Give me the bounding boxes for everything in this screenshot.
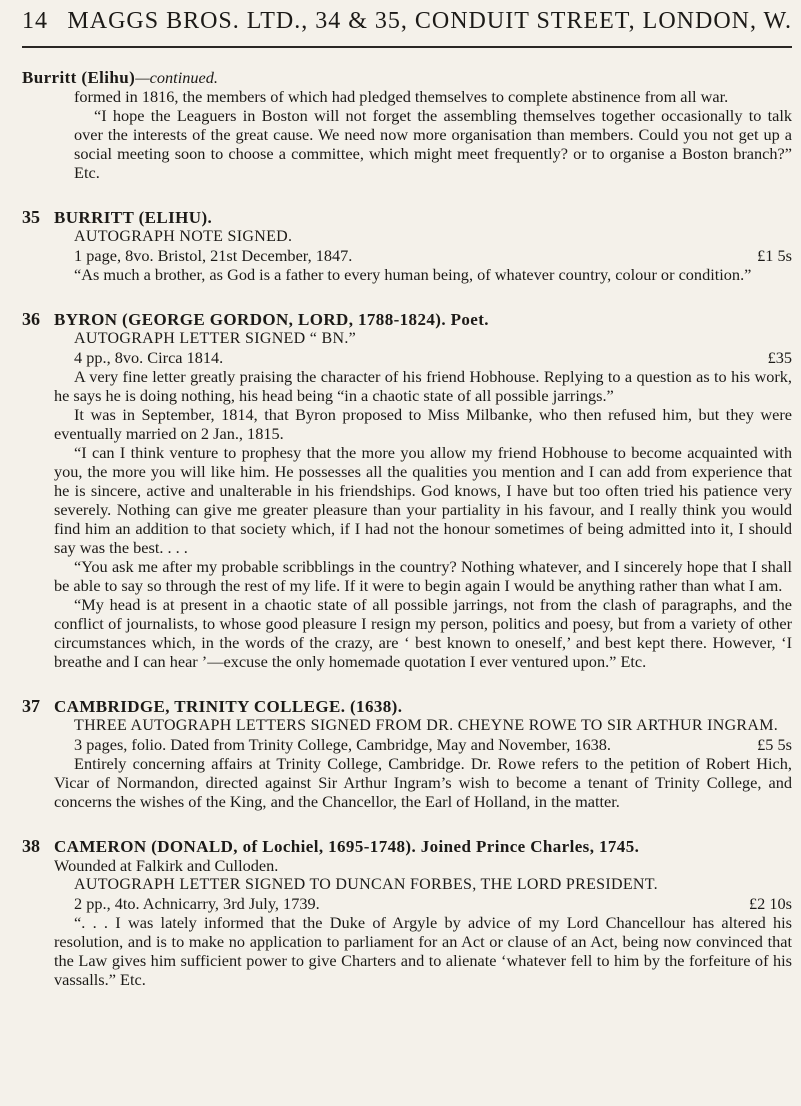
- entry-heading: CAMBRIDGE, TRINITY COLLEGE. (1638).: [54, 697, 403, 716]
- continued-label: —continued.: [135, 68, 218, 87]
- entry-paragraph: “My head is at present in a chaotic state of all possible jarrings, not from the clash of paragraphs, and the conflict of journalists, to whose good pleasure I resign my person, politics and poesy, but from a variety of other circumstances which, in the words of the crazy, are ‘ best known to oneself,’ and best kept there. However, ‘I breathe and I can hear ’—excuse the only homemade quotation I ever ventured upon.” Etc.: [54, 595, 792, 671]
- entry-heading: BYRON (GEORGE GORDON, LORD, 1788-1824). Poet.: [54, 310, 489, 329]
- lot-number: 35: [22, 207, 40, 227]
- catalogue-entry-burritt-continued: [22, 68, 792, 182]
- lot-number: 36: [22, 309, 40, 329]
- entry-paragraph: formed in 1816, the members of which had pledged themselves to complete abstinence from all war.: [74, 87, 729, 106]
- publisher-header: MAGGS BROS. LTD., 34 & 35, CONDUIT STREET, LONDON, W.: [67, 8, 792, 34]
- lot-number: 38: [22, 836, 40, 856]
- entry-subline: Wounded at Falkirk and Culloden.: [54, 856, 279, 875]
- running-head: [22, 8, 792, 35]
- item-spec: 3 pages, folio. Dated from Trinity College, Cambridge, May and November, 1638.: [74, 735, 611, 754]
- entry-paragraph: “I can I think venture to prophesy that the more you allow my friend Hobhouse to become acquainted with you, the more you will like him. He possesses all the qualities you mention and I can add from experience that he is sincere, active and unalterable in his friendships. God knows, I have but too often tried his patience very severely. Nothing can give me greater pleasure than your partiality in his favour, and I really think you would find him an addition to that society which, if I had not the honour sometimes of being admitted into it, I should say was the best. . . .: [54, 443, 792, 557]
- item-spec-line: [74, 735, 792, 754]
- item-price: £1 5s: [757, 246, 792, 265]
- header-rule: [22, 46, 792, 48]
- entry-paragraph: “I hope the Leaguers in Boston will not forget the assembling themselves together occasionally to talk over the interests of the great cause. We need now more organisation than members. Could you not get up a social meeting soon to choose a committee, which might meet frequently? or to organise a Boston branch?” Etc.: [74, 106, 792, 182]
- entry-paragraph: Entirely concerning affairs at Trinity College, Cambridge. Dr. Rowe refers to the petition of Robert Hich, Vicar of Normandon, directed against Sir Arthur Ingram’s wish to become a tenant of Trinity College, and concerns the wishes of the King, and the Chancellor, the Earl of Holland, in the matter.: [54, 754, 792, 811]
- item-spec: 1 page, 8vo. Bristol, 21st December, 1847.: [74, 246, 353, 265]
- entry-paragraph: It was in September, 1814, that Byron proposed to Miss Milbanke, who then refused him, but they were eventually married on 2 Jan., 1815.: [54, 405, 792, 443]
- item-price: £35: [767, 348, 792, 367]
- item-spec: 4 pp., 8vo. Circa 1814.: [74, 348, 224, 367]
- item-spec-line: [74, 246, 792, 265]
- page-number: 14: [22, 8, 48, 34]
- entry-paragraph: A very fine letter greatly praising the character of his friend Hobhouse. Replying to a question as to his work, he says he is doing nothing, his head being “in a chaotic state of all possible jarrings.”: [54, 367, 792, 405]
- item-spec-line: [74, 894, 792, 913]
- entry-paragraph: “As much a brother, as God is a father to every human being, of whatever country, colour or condition.”: [74, 265, 752, 284]
- item-price: £2 10s: [749, 894, 792, 913]
- item-spec-line: [74, 348, 792, 367]
- catalogue-entry-35: [22, 208, 792, 284]
- entry-heading: Burritt (Elihu): [22, 68, 136, 87]
- item-title: AUTOGRAPH LETTER SIGNED TO DUNCAN FORBES, THE LORD PRESIDENT.: [74, 876, 658, 893]
- item-title: AUTOGRAPH NOTE SIGNED.: [74, 228, 293, 245]
- entry-heading: BURRITT (ELIHU).: [54, 208, 213, 227]
- item-price: £5 5s: [757, 735, 792, 754]
- catalogue-entry-36: [22, 310, 792, 671]
- entry-paragraph: “You ask me after my probable scribblings in the country? Nothing whatever, and I sincerely hope that I shall be able to say so through the rest of my life. If it were to begin again I would be anything rather than what I am.: [54, 557, 792, 595]
- catalogue-entry-38: [22, 837, 792, 989]
- item-title: AUTOGRAPH LETTER SIGNED “ BN.”: [74, 330, 357, 347]
- item-spec: 2 pp., 4to. Achnicarry, 3rd July, 1739.: [74, 894, 320, 913]
- entry-paragraph: “. . . I was lately informed that the Duke of Argyle by advice of my Lord Chancellour has altered his resolution, and is to make no application to parliament for an Act or clause of an Act, being now convinced that the Law gives him sufficient power to give Charters and to alienate ‘whatever fell to him by the forfeiture of his vassalls.” Etc.: [54, 913, 792, 989]
- catalogue-entry-37: [22, 697, 792, 811]
- lot-number: 37: [22, 696, 40, 716]
- item-title: THREE AUTOGRAPH LETTERS SIGNED FROM DR. CHEYNE ROWE TO SIR ARTHUR INGRAM.: [74, 717, 779, 734]
- catalogue-body: [22, 68, 792, 1015]
- entry-heading: CAMERON (DONALD, of Lochiel, 1695-1748). Joined Prince Charles, 1745.: [54, 837, 640, 856]
